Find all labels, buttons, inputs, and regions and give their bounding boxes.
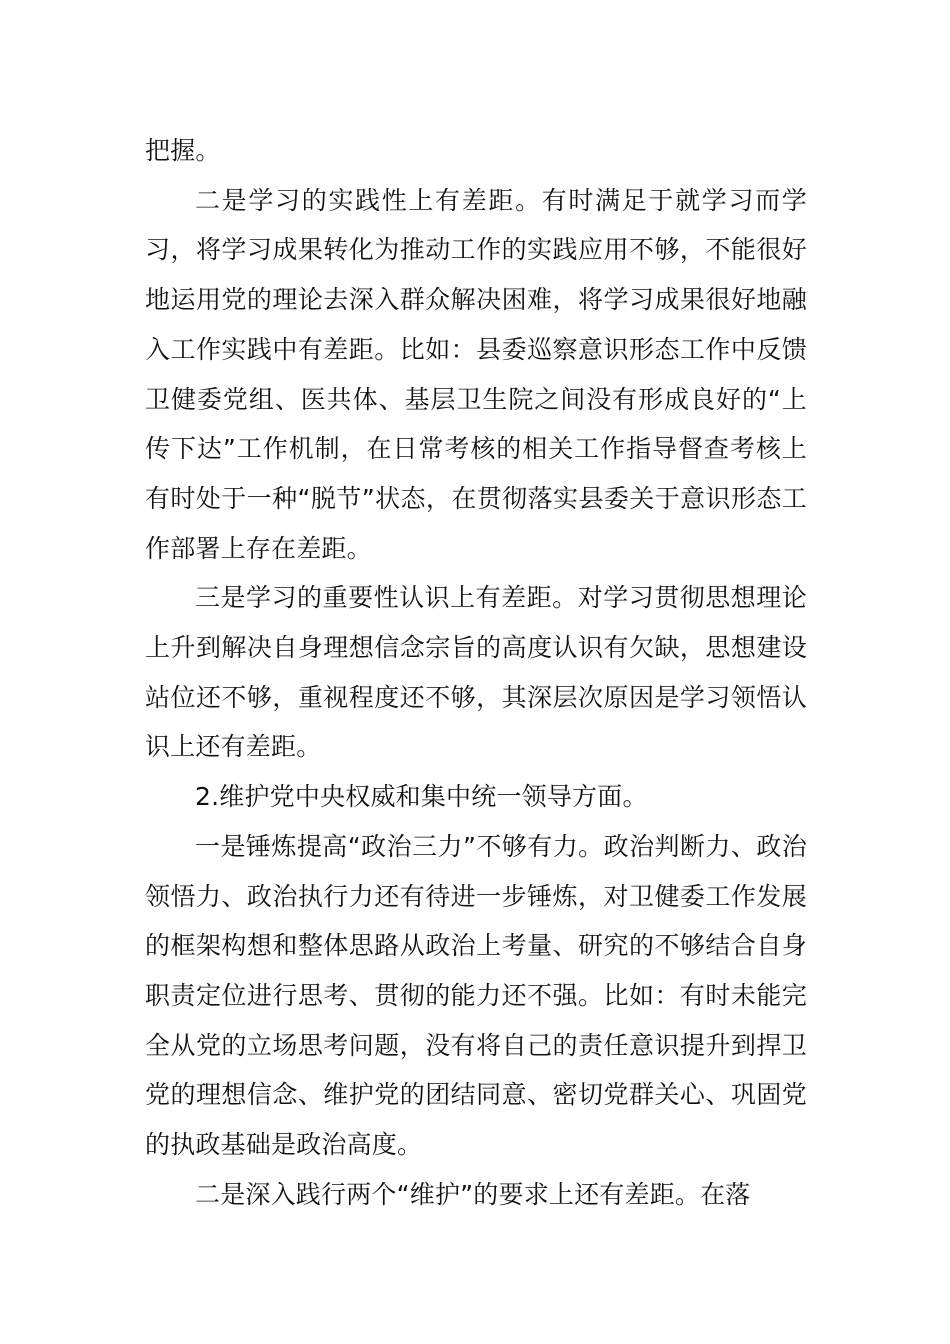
paragraph-political-capacity: 一是锤炼提高“政治三力”不够有力。政治判断力、政治领悟力、政治执行力还有待进一步锤炼，对卫健委工作发展的框架构想和整体思路从政治上考量、研究的不够结合自身职责定位进行思考、贯彻的能力还不强。比如：有时未能完全从党的立场思考问题，没有将自己的责任意识提升到捍卫党的理想信念、维护党的团结同意、密切党群关心、巩固党的执政基础是政治高度。 [145, 831, 807, 1160]
paragraph-importance-gap: 三是学习的重要性认识上有差距。对学习贯彻思想理论上升到解决自身理想信念宗旨的高度认识有欠缺，思想建设站位还不够，重视程度还不够，其深层次原因是学习领悟认识上还有差距。 [145, 583, 807, 762]
paragraph-practice-gap: 二是学习的实践性上有差距。有时满足于就学习而学习，将学习成果转化为推动工作的实践应用不够，不能很好地运用党的理论去深入群众解决困难，将学习成果很好地融入工作实践中有差距。比如：县委巡察意识形态工作中反馈卫健委党组、医共体、基层卫生院之间没有形成良好的“上传下达”工作机制，在日常考核的相关工作指导督查考核上有时处于一种“脱节”状态，在贯彻落实县委关于意识形态工作部署上存在差距。 [145, 185, 807, 563]
section-heading: 2.维护党中央权威和集中统一领导方面。 [195, 782, 648, 812]
paragraph-two-maintains: 二是深入践行两个“维护”的要求上还有差距。在落 [195, 1179, 751, 1209]
paragraph-continuation: 把握。 [145, 136, 221, 165]
document-body [145, 126, 807, 1219]
